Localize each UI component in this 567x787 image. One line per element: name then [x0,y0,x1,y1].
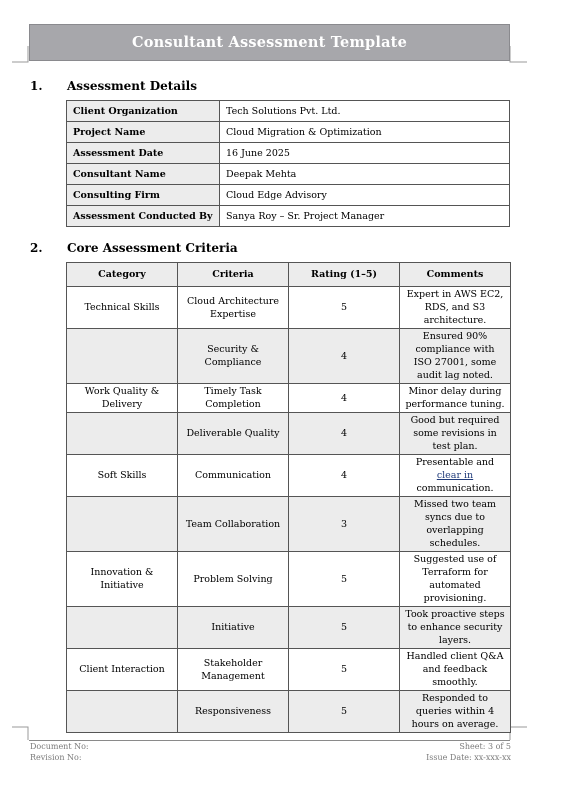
section-number-1: 1. [30,79,43,93]
column-header-category: Category [67,263,178,287]
details-value: Tech Solutions Pvt. Ltd. [220,101,510,122]
criteria-cell-rating: 5 [289,649,400,691]
details-row [67,101,510,122]
details-label: Consulting Firm [67,185,220,206]
criteria-cell-rating: 5 [289,607,400,649]
criteria-cell-comment: Ensured 90% compliance with ISO 27001, some audit lag noted. [400,329,511,384]
criteria-cell-rating: 4 [289,455,400,497]
criteria-cell-criteria: Responsiveness [178,691,289,733]
criteria-row [67,497,511,552]
criteria-cell-criteria: Security & Compliance [178,329,289,384]
criteria-cell-category: Soft Skills [67,455,178,497]
criteria-cell-rating: 3 [289,497,400,552]
criteria-cell-category [67,413,178,455]
criteria-row [67,413,511,455]
details-label: Consultant Name [67,164,220,185]
criteria-row [67,552,511,607]
criteria-cell-category: Client Interaction [67,649,178,691]
criteria-cell-comment: Took proactive steps to enhance security layers. [400,607,511,649]
criteria-row [67,691,511,733]
footer-divider [29,740,510,741]
footer-issue-date: Issue Date: xx-xxx-xx [426,753,511,762]
criteria-cell-criteria: Initiative [178,607,289,649]
criteria-cell-criteria: Team Collaboration [178,497,289,552]
crop-mark-top-right [505,0,545,70]
details-value: Sanya Roy – Sr. Project Manager [220,206,510,227]
criteria-row [67,384,511,413]
section-number-2: 2. [30,241,43,255]
details-value: Cloud Edge Advisory [220,185,510,206]
comment-text-pre: Presentable and [415,457,495,468]
footer-document-no: Document No: [30,742,89,751]
criteria-cell-criteria: Cloud Architecture Expertise [178,287,289,329]
criteria-cell-rating: 4 [289,384,400,413]
crop-mark-bottom-right [505,720,545,750]
comment-text-underlined: clear in [436,470,474,481]
criteria-cell-comment: Responded to queries within 4 hours on average. [400,691,511,733]
criteria-cell-comment: Minor delay during performance tuning. [400,384,511,413]
criteria-cell-criteria: Stakeholder Management [178,649,289,691]
criteria-cell-rating: 4 [289,329,400,384]
criteria-cell-comment: Expert in AWS EC2, RDS, and S3 architecture. [400,287,511,329]
details-label: Project Name [67,122,220,143]
comment-text-post: communication. [416,483,494,494]
criteria-cell-criteria: Communication [178,455,289,497]
details-row [67,164,510,185]
criteria-cell-rating: 5 [289,287,400,329]
criteria-row [67,287,511,329]
document-title: Consultant Assessment Template [132,34,407,51]
details-row [67,185,510,206]
column-header-criteria: Criteria [178,263,289,287]
assessment-details-table [66,100,510,227]
criteria-cell-category: Work Quality & Delivery [67,384,178,413]
criteria-cell-criteria: Problem Solving [178,552,289,607]
footer-sheet: Sheet: 3 of 5 [459,742,511,751]
section-title-core-criteria: Core Assessment Criteria [67,241,238,255]
details-label: Client Organization [67,101,220,122]
criteria-row [67,455,511,497]
document-title-bar [29,24,510,61]
criteria-cell-category [67,691,178,733]
criteria-cell-category [67,497,178,552]
criteria-cell-rating: 5 [289,552,400,607]
criteria-cell-category [67,329,178,384]
criteria-cell-comment [400,455,511,497]
criteria-cell-category: Innovation & Initiative [67,552,178,607]
core-criteria-table [66,262,511,733]
footer-revision-no: Revision No: [30,753,82,762]
details-row [67,122,510,143]
criteria-row [67,607,511,649]
column-header-rating: Rating (1–5) [289,263,400,287]
criteria-cell-category: Technical Skills [67,287,178,329]
details-label: Assessment Conducted By [67,206,220,227]
criteria-header-row [67,263,511,287]
details-row [67,206,510,227]
criteria-cell-comment: Suggested use of Terraform for automated provisioning. [400,552,511,607]
criteria-cell-comment: Missed two team syncs due to overlapping schedules. [400,497,511,552]
criteria-cell-criteria: Deliverable Quality [178,413,289,455]
criteria-cell-criteria: Timely Task Completion [178,384,289,413]
details-value: Deepak Mehta [220,164,510,185]
details-value: 16 June 2025 [220,143,510,164]
criteria-cell-comment: Good but required some revisions in test plan. [400,413,511,455]
section-title-assessment-details: Assessment Details [67,79,197,93]
criteria-cell-category [67,607,178,649]
details-value: Cloud Migration & Optimization [220,122,510,143]
column-header-comments: Comments [400,263,511,287]
details-row [67,143,510,164]
criteria-cell-rating: 4 [289,413,400,455]
criteria-row [67,329,511,384]
details-label: Assessment Date [67,143,220,164]
criteria-cell-rating: 5 [289,691,400,733]
criteria-row [67,649,511,691]
criteria-cell-comment: Handled client Q&A and feedback smoothly. [400,649,511,691]
